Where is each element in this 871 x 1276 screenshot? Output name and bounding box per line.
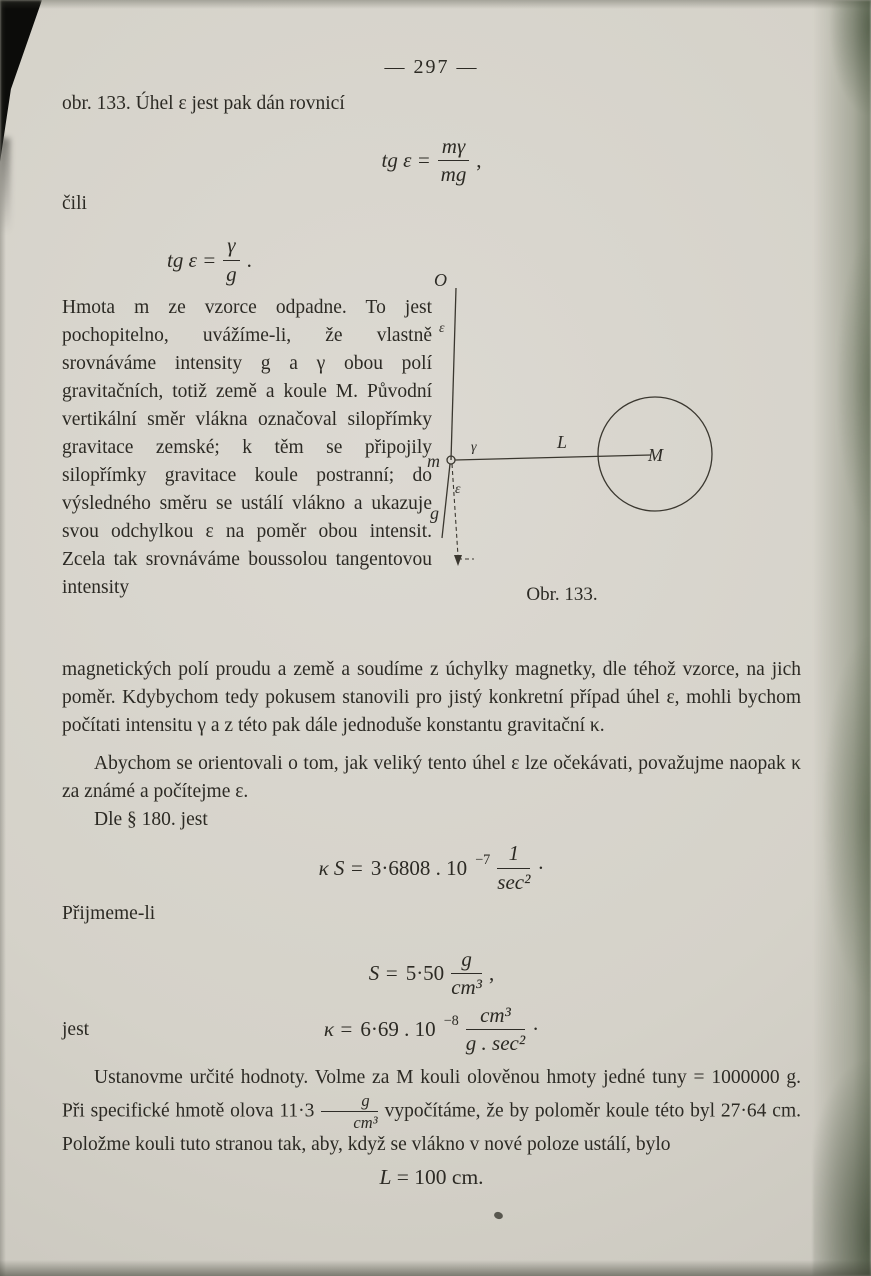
label-epsilon-top: ε [439,321,445,336]
formula-line-5 [62,1004,801,1056]
formula-line-1 [62,135,801,187]
arrowhead-down [454,555,462,566]
fraction-numerator: g [321,1092,377,1112]
formula-lhs: S = [368,961,399,986]
intro-line: obr. 133. Úhel ε jest pak dán rovnicí [62,93,345,114]
fraction [497,842,530,894]
fraction [223,234,239,286]
paragraph-abychom: Abychom se orientovali o tom, jak veliký tento úhel ε lze očekávati, považujme naopak κ za známé a počítejme ε. [62,753,801,803]
fraction [438,135,469,187]
formula-coefficient: 3·6808 . 10 [370,855,468,880]
label-L: L [557,432,568,452]
fraction-denominator: mg [440,162,467,187]
formula-lhs: κ S = [318,855,364,880]
fraction-denominator: sec² [497,869,531,894]
formula-lhs: tg ε = [167,247,217,272]
text-run-after-fraction: vypočítáme, že by poloměr koule této byl 27·64 cm. Položme kouli tuto stranou tak, aby, když se vlákno v nové poloze ustálí, bylo [62,1099,801,1156]
formula-density-s [369,948,494,1000]
formula-tail: · [537,855,545,880]
fraction-numerator: γ [223,234,239,261]
label-gamma: γ [471,440,477,455]
fraction [466,1004,525,1056]
formula-line-4 [62,948,801,1000]
page-number: — 297 — [384,56,479,78]
text-run-before-fraction: Ustanovme určité hodnoty. Volme za M kouli olověnou hmoty jedné tuny = 1000000 g. Při specifické hmotě olova 11·3 [62,1066,801,1121]
fraction-numerator: mγ [438,135,469,162]
formula-tail: , [476,148,482,173]
fraction-denominator: g [226,261,237,286]
formula-lhs: tg ε = [381,148,431,173]
thread-line [451,288,456,460]
formula-lhs: κ = [323,1017,354,1042]
formula-tail: · [532,1017,540,1042]
formula-tg-eps-full [382,135,482,187]
formula-line-3 [62,842,801,894]
gravity-direction-line [442,464,450,538]
formula-coefficient: 6·69 . 10 [360,1017,436,1042]
formula-tg-eps-reduced [167,234,252,286]
pendulum-deflection-diagram [427,268,772,580]
connector-word-jest: jest [62,1018,90,1040]
exponent: −7 [475,851,491,868]
distance-L-line [455,455,651,460]
formula-tail: , [488,961,495,986]
figure-obr-133 [427,268,772,606]
paragraph-hmota-continuation: magnetických polí proudu a země a soudíme z úchylky magnetky, dle téhož vzorce, na jich poměr. Kdybychom tedy pokusem stanovili pro jistý konkretní případ úhel ε, mohli bychom počítati intensitu γ a z této pak dále jednoduše konstantu gravitační κ. [62,659,801,737]
fraction [451,948,482,1000]
scan-bottom-edge-shade [0,1260,871,1276]
label-M: M [648,445,663,465]
formula-value: = 100 cm. [396,1165,484,1190]
label-epsilon-bottom: ε [455,482,461,497]
formula-variable-L: L [379,1165,392,1190]
formula-kappa-value [324,1004,539,1056]
ink-speck [493,1211,504,1221]
inline-fraction [321,1092,377,1132]
connector-word-cili: čili [62,192,87,214]
fraction-denominator: cm³ [451,975,482,1000]
deflected-direction-dashed-line [452,464,458,556]
label-m: m [427,451,440,471]
exponent: −8 [443,1013,459,1030]
formula-kappa-s [319,842,545,894]
paragraph-ustanovme [62,1064,801,1160]
fraction-denominator: cm³ [353,1112,378,1132]
formula-line-6 [62,1165,801,1190]
figure-caption: Obr. 133. [526,584,598,605]
paragraph-hmota-left-column: Hmota m ze vzorce odpadne. To jest pochopitelno, uvážíme-li, že vlastně srovnáváme intensity g a γ obou polí gravitačních, totiž země a koule M. Původní vertikální směr vlákna označoval silopřímky gravitace zemské; k těm se připojily silopřímky gravitace koule postranní; do výsledného směru se ustálí vlákno a ukazuje svou odchylkou ε na poměr obou intensit. Zcela tak srovnáváme boussolou tangentovou intensity [62,297,432,599]
dle-paragraph-reference: Dle § 180. jest [94,809,208,831]
label-g: g [430,503,439,523]
formula-tail: . [246,247,252,272]
formula-coefficient: 5·50 [405,961,445,986]
fraction-denominator: g . sec² [465,1031,526,1056]
connector-word-prijmeme: Přijmeme-li [62,903,156,925]
fraction-numerator: cm³ [466,1004,525,1031]
fraction-numerator: 1 [497,842,530,869]
fraction-numerator: g [451,948,482,975]
label-O: O [434,270,447,290]
